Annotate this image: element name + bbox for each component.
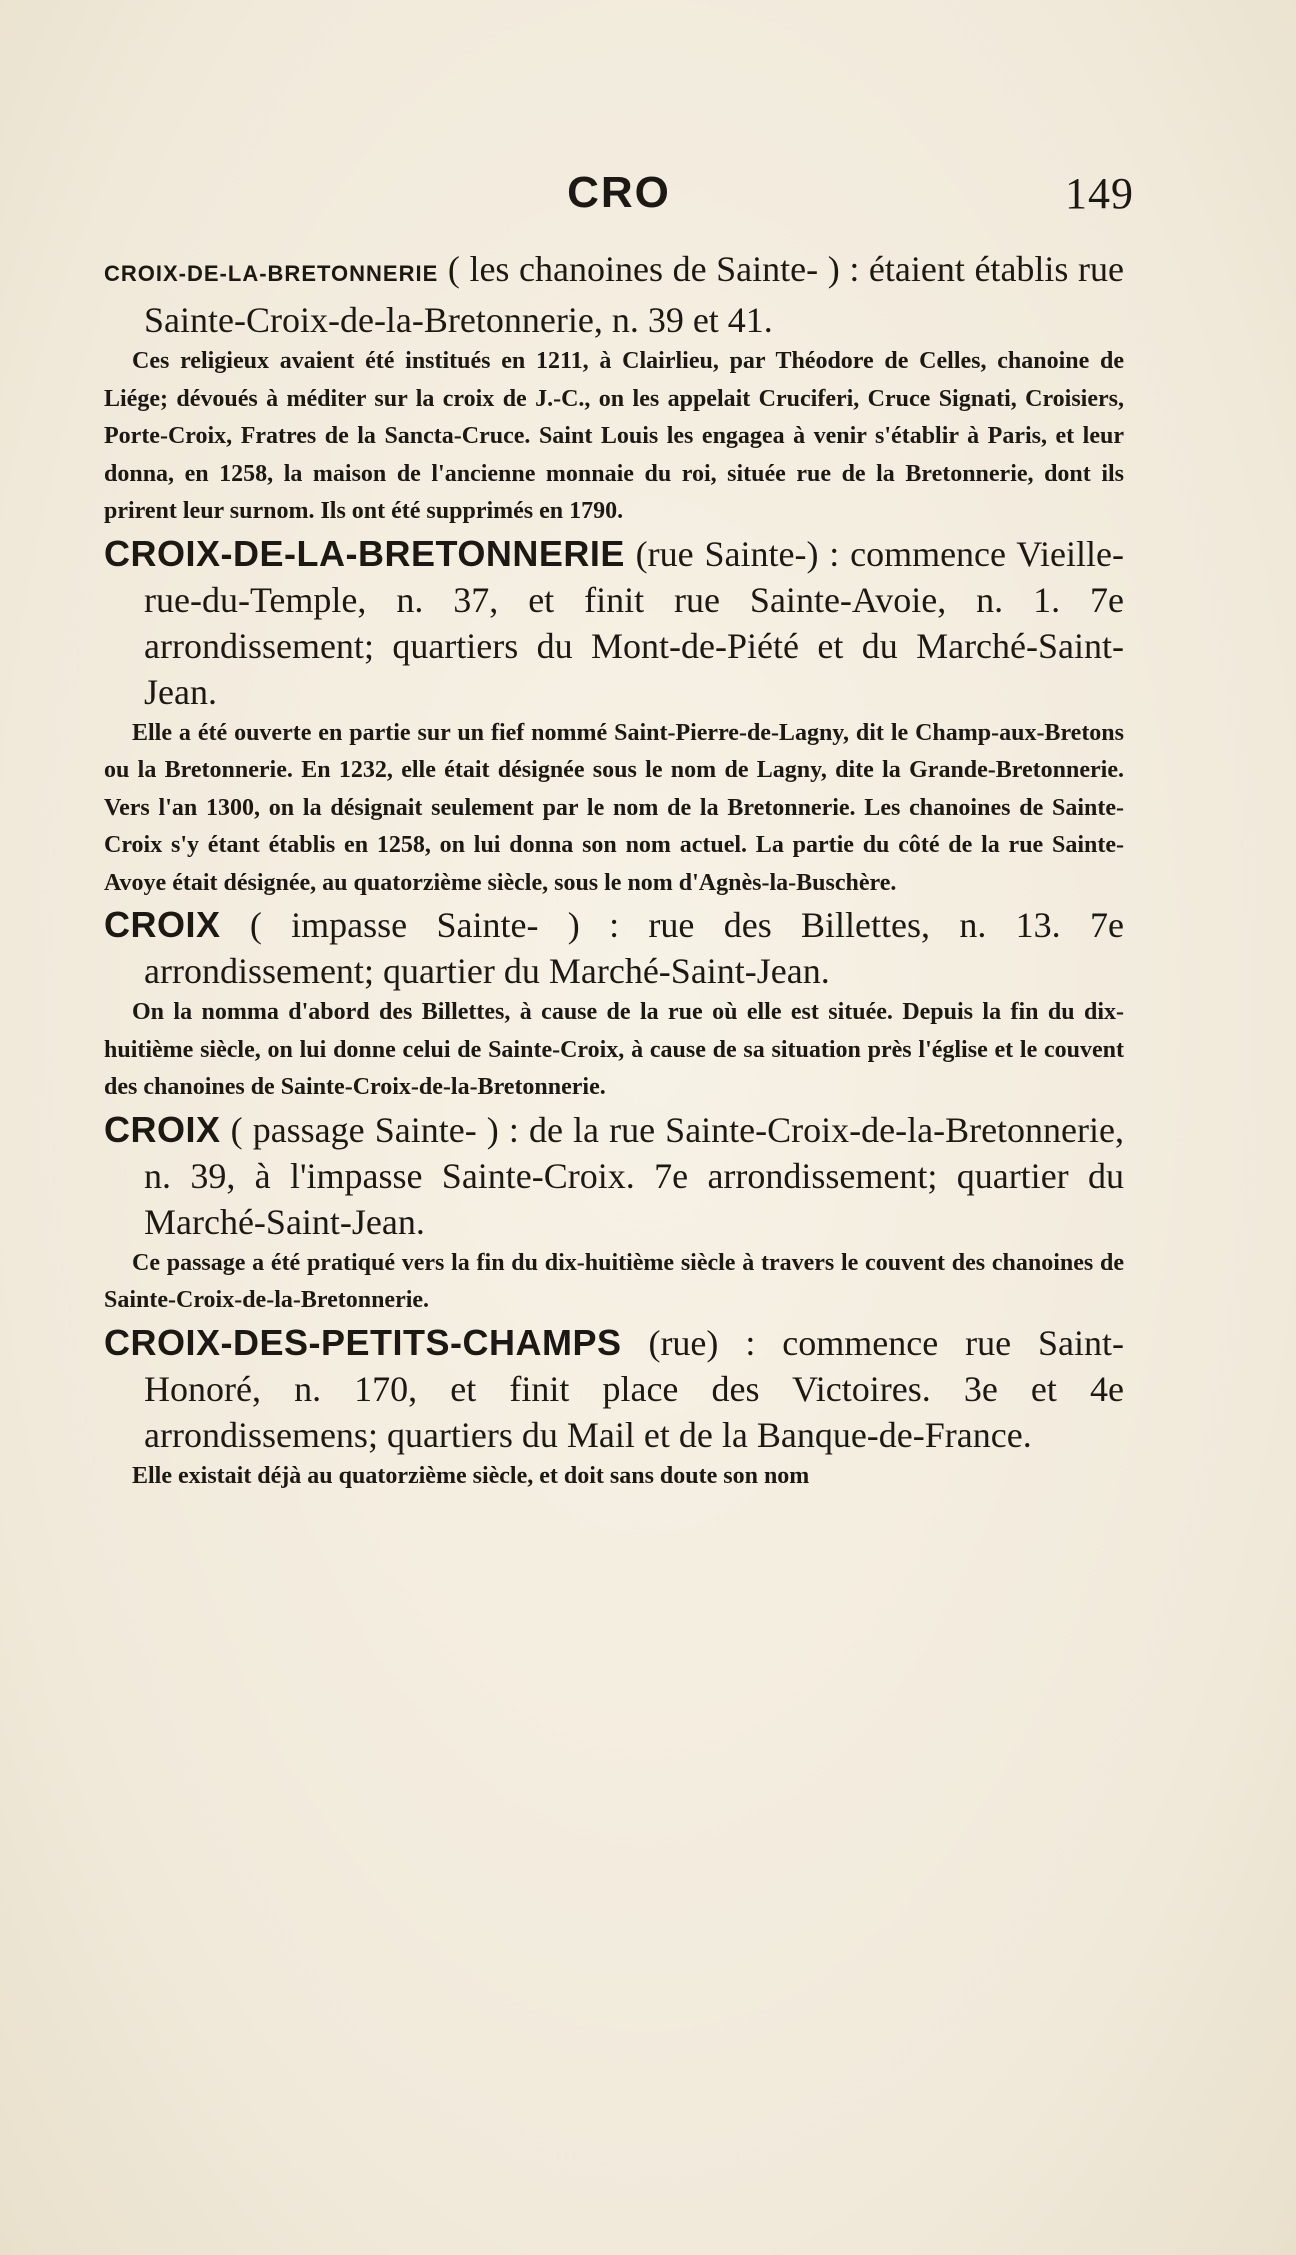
entry-headword: CROIX-DE-LA-BRETONNERIE: [104, 261, 439, 286]
entry: [104, 1320, 1124, 1496]
entry: [104, 531, 1124, 903]
entry-head-text: ( les chanoines de Sainte- ) : étaient établis rue Sainte-Croix-de-la-Bretonnerie, n. 39 et 41.: [144, 249, 1124, 340]
entry: [104, 246, 1124, 531]
entry-heading: [104, 246, 1124, 343]
page-number: 149: [1065, 169, 1134, 218]
entry-headword: CROIX-DE-LA-BRETONNERIE: [104, 532, 625, 574]
running-head-title: CRO: [567, 168, 671, 217]
page-body: [104, 246, 1124, 1495]
entry-heading: [104, 1107, 1124, 1245]
entry-headword: CROIX: [104, 1108, 221, 1150]
entry-headword: CROIX-DES-PETITS-CHAMPS: [104, 1321, 622, 1363]
entry-note: Elle existait déjà au quatorzième siècle, et doit sans doute son nom: [132, 1462, 810, 1489]
entry-headword: CROIX: [104, 904, 221, 945]
entry-note: On la nomma d'abord des Billettes, à cause de la rue où elle est située. Depuis la fin du dix-huitième siècle, on lui donne celui de Sainte-Croix, à cause de sa situation près l'église et le couvent des chanoines de Sainte-Croix-de-la-Bretonnerie.: [104, 999, 1124, 1100]
entry-head-text: ( impasse Sainte- ) : rue des Billettes, n. 13. 7e arrondissement; quartier du Marché-Saint-Jean.: [144, 905, 1124, 991]
entry-note: Ces religieux avaient été institués en 1211, à Clairlieu, par Théodore de Celles, chanoine de Liége; dévoués à méditer sur la croix de J.-C., on les appelait Cruciferi, Cruce Signati, Croisiers, Porte-Croix, Fratres de la Sancta-Cruce. Saint Louis les engagea à venir s'établir à Paris, et leur donna, en 1258, la maison de l'ancienne monnaie du roi, située rue de la Bretonnerie, dont ils prirent leur surnom. Ils ont été supprimés en 1790.: [104, 348, 1124, 524]
entry: [104, 1107, 1124, 1320]
entry-heading: [104, 531, 1124, 715]
running-head: [104, 168, 1134, 228]
entry-note: Ce passage a été pratiqué vers la fin du dix-huitième siècle à travers le couvent des chanoines de Sainte-Croix-de-la-Bretonnerie.: [104, 1249, 1124, 1313]
entry-heading: [104, 902, 1124, 994]
entry-head-text: (rue Sainte-) : commence Vieille-rue-du-Temple, n. 37, et finit rue Sainte-Avoie, n. 1. 7e arrondissement; quartiers du Mont-de-Piété et du Marché-Saint-Jean.: [144, 533, 1124, 712]
entry-head-text: ( passage Sainte- ) : de la rue Sainte-Croix-de-la-Bretonnerie, n. 39, à l'impasse Sainte-Croix. 7e arrondissement; quartier du Marché-Saint-Jean.: [144, 1109, 1124, 1242]
entry: [104, 902, 1124, 1107]
entry-heading: [104, 1320, 1124, 1458]
entry-note: Elle a été ouverte en partie sur un fief nommé Saint-Pierre-de-Lagny, dit le Champ-aux-Bretons ou la Bretonnerie. En 1232, elle était désignée sous le nom de Lagny, dite la Grande-Bretonnerie. Vers l'an 1300, on la désignait seulement par le nom de la Bretonnerie. Les chanoines de Sainte-Croix s'y étant établis en 1258, on lui donna son nom actuel. La partie du côté de la rue Sainte-Avoye était désignée, au quatorzième siècle, sous le nom d'Agnès-la-Buschère.: [104, 719, 1124, 896]
entry-head-text: (rue) : commence rue Saint-Honoré, n. 170, et finit place des Victoires. 3e et 4e arrondissemens; quartiers du Mail et de la Banque-de-France.: [144, 1322, 1124, 1455]
